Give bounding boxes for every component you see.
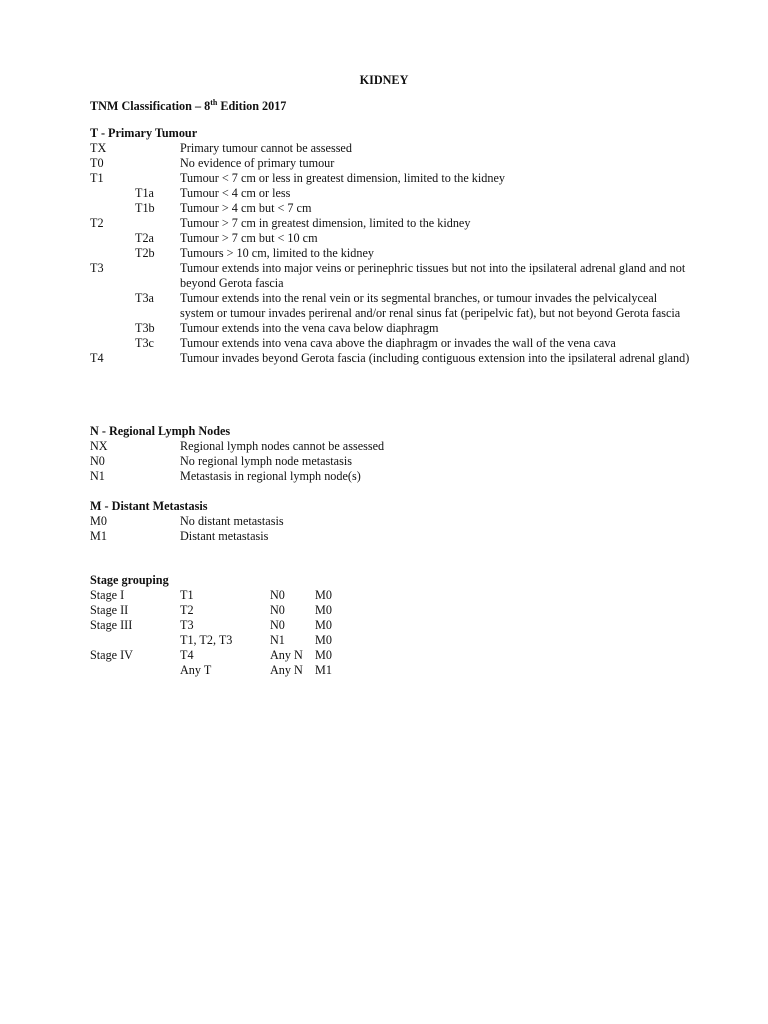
stage-n: N0 <box>270 588 285 602</box>
t-description: Tumour extends into the renal vein or its segmental branches, or tumour invades the pelvicalyceal system or tumour invades perirenal and/or renal sinus fat (peripelvic fat), but not beyond Gerota fascia <box>180 291 681 320</box>
stage-label: Stage III <box>90 618 133 632</box>
table-row <box>90 469 690 484</box>
stage-t: T4 <box>180 648 194 662</box>
stage-label: Stage IV <box>90 648 133 662</box>
stage-m: M0 <box>315 603 332 617</box>
t-description: Tumour < 4 cm or less <box>180 186 291 200</box>
t-description: Tumours > 10 cm, limited to the kidney <box>180 246 374 260</box>
t-description: Tumour > 4 cm but < 7 cm <box>180 201 312 215</box>
n-code: NX <box>90 439 108 453</box>
t-subcode: T2b <box>135 246 155 260</box>
table-row <box>90 201 690 216</box>
stage-t: T1 <box>180 588 194 602</box>
table-row <box>90 141 690 156</box>
stage-n: N0 <box>270 618 285 632</box>
stage-n: N0 <box>270 603 285 617</box>
subtitle-superscript: th <box>210 98 218 107</box>
table-row <box>90 351 690 366</box>
m-code: M1 <box>90 529 107 543</box>
stage-t: T1, T2, T3 <box>180 633 233 647</box>
t-description: Tumour extends into vena cava above the diaphragm or invades the wall of the vena cava <box>180 336 616 350</box>
t-subcode: T3a <box>135 291 154 305</box>
t-section <box>90 126 690 366</box>
t-code <box>90 231 135 246</box>
stage-m: M0 <box>315 588 332 602</box>
n-description: No regional lymph node metastasis <box>180 454 352 468</box>
t-description: Tumour > 7 cm in greatest dimension, limited to the kidney <box>180 216 471 230</box>
section-title: N - Regional Lymph Nodes <box>90 424 231 438</box>
subtitle-prefix: TNM Classification – 8 <box>90 99 211 113</box>
stage-t: T2 <box>180 603 194 617</box>
t-code: T2 <box>90 216 104 230</box>
stage-m: M0 <box>315 648 332 662</box>
m-section <box>90 499 690 544</box>
section-title: Stage grouping <box>90 573 169 587</box>
t-code <box>90 321 135 336</box>
table-row <box>90 529 690 544</box>
table-row <box>90 231 690 246</box>
t-subcode: T2a <box>135 231 154 245</box>
stage-n: N1 <box>270 633 285 647</box>
stage-label: Stage II <box>90 603 129 617</box>
m-description: No distant metastasis <box>180 514 284 528</box>
t-subcode <box>135 141 180 156</box>
table-row <box>90 633 690 648</box>
table-row <box>90 603 690 618</box>
stage-m: M0 <box>315 618 332 632</box>
stage-label: Stage I <box>90 588 125 602</box>
stage-m: M1 <box>315 663 332 677</box>
m-description: Distant metastasis <box>180 529 269 543</box>
table-row <box>90 514 690 529</box>
table-row <box>90 186 690 201</box>
t-code <box>90 186 135 201</box>
section-title: M - Distant Metastasis <box>90 499 208 513</box>
t-subcode <box>135 171 180 186</box>
table-row <box>90 454 690 469</box>
stage-grouping-section <box>90 573 690 678</box>
table-row <box>90 618 690 633</box>
n-code: N0 <box>90 454 105 468</box>
stage-label <box>90 633 180 648</box>
t-subcode: T3b <box>135 321 155 335</box>
t-description: Tumour invades beyond Gerota fascia (including contiguous extension into the ipsilateral adrenal gland) <box>180 351 690 365</box>
stage-label <box>90 663 180 678</box>
document-subtitle <box>90 99 286 114</box>
n-code: N1 <box>90 469 105 483</box>
t-code: T3 <box>90 261 104 275</box>
t-code: T0 <box>90 156 104 170</box>
t-subcode: T1b <box>135 201 155 215</box>
t-subcode: T3c <box>135 336 154 350</box>
t-code: T1 <box>90 171 104 185</box>
table-row <box>90 321 690 336</box>
t-subcode <box>135 156 180 171</box>
t-subcode <box>135 351 180 366</box>
table-row <box>90 156 690 171</box>
t-subcode <box>135 261 180 291</box>
table-row <box>90 261 690 291</box>
t-code: T4 <box>90 351 104 365</box>
table-row <box>90 291 690 321</box>
document-title: KIDNEY <box>359 73 409 87</box>
t-description: Tumour < 7 cm or less in greatest dimension, limited to the kidney <box>180 171 505 185</box>
t-description: Tumour extends into major veins or perinephric tissues but not into the ipsilateral adrenal gland and not beyond Gerota fascia <box>180 261 686 290</box>
table-row <box>90 336 690 351</box>
t-description: No evidence of primary tumour <box>180 156 335 170</box>
subtitle-suffix: Edition 2017 <box>217 99 287 113</box>
t-code <box>90 201 135 216</box>
table-row <box>90 439 690 454</box>
stage-n: Any N <box>270 663 303 677</box>
t-description: Tumour > 7 cm but < 10 cm <box>180 231 318 245</box>
stage-t: T3 <box>180 618 194 632</box>
t-subcode: T1a <box>135 186 154 200</box>
stage-m: M0 <box>315 633 332 647</box>
table-row <box>90 648 690 663</box>
table-row <box>90 171 690 186</box>
t-code <box>90 291 135 321</box>
table-row <box>90 663 690 678</box>
n-section <box>90 424 690 484</box>
t-description: Primary tumour cannot be assessed <box>180 141 352 155</box>
section-title: T - Primary Tumour <box>90 126 198 140</box>
t-code: TX <box>90 141 107 155</box>
t-description: Tumour extends into the vena cava below diaphragm <box>180 321 439 335</box>
t-code <box>90 246 135 261</box>
t-subcode <box>135 216 180 231</box>
stage-t: Any T <box>180 663 212 677</box>
n-description: Regional lymph nodes cannot be assessed <box>180 439 385 453</box>
table-row <box>90 588 690 603</box>
m-code: M0 <box>90 514 107 528</box>
table-row <box>90 216 690 231</box>
t-code <box>90 336 135 351</box>
n-description: Metastasis in regional lymph node(s) <box>180 469 361 483</box>
stage-n: Any N <box>270 648 303 662</box>
table-row <box>90 246 690 261</box>
